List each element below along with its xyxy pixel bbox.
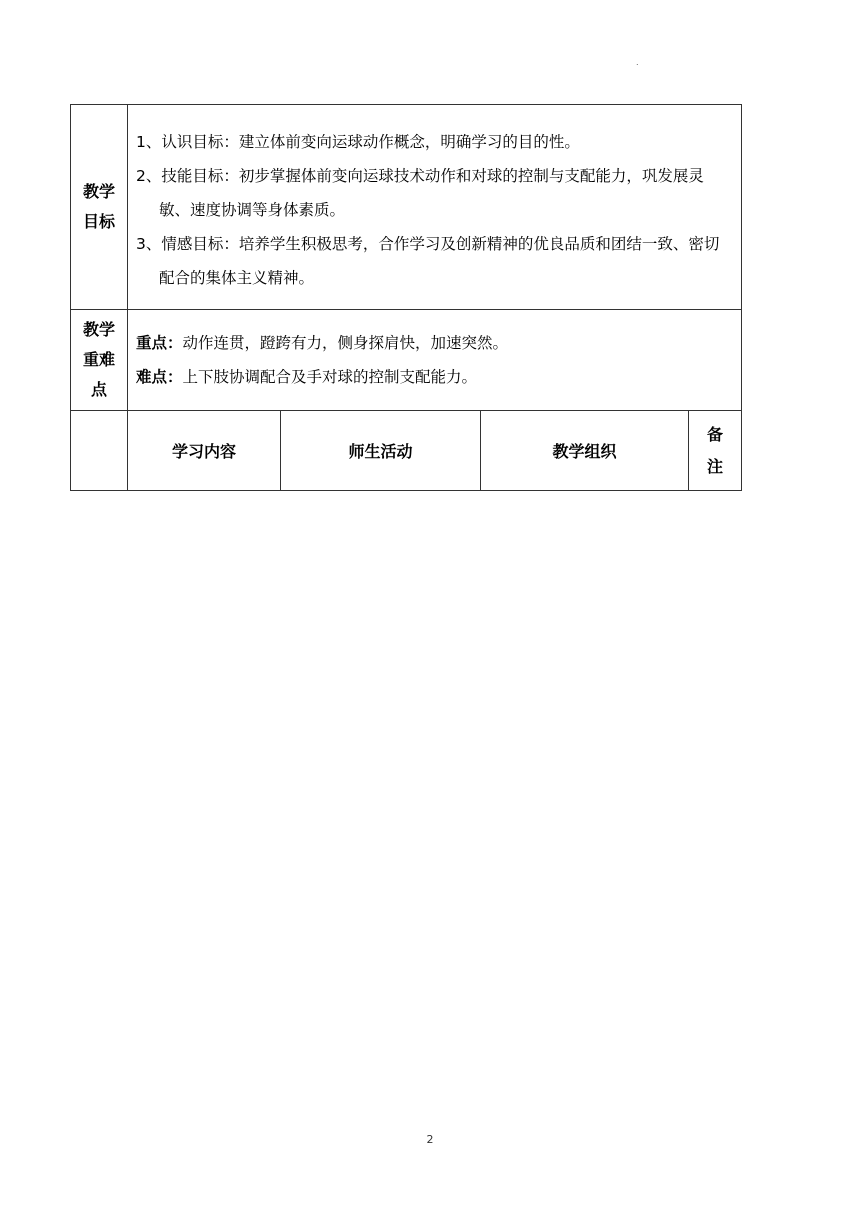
col-learning-content: 学习内容: [128, 411, 281, 491]
objective-cognitive: 1、认识目标：建立体前变向运球动作概念，明确学习的目的性。: [136, 133, 580, 151]
col-remarks: 备 注: [689, 411, 742, 491]
objectives-content: [128, 105, 742, 310]
lesson-plan-table: [70, 104, 742, 491]
key-points-label: 教学 重难 点: [71, 310, 128, 411]
difficulty-line: 难点：上下肢协调配合及手对球的控制支配能力。: [136, 368, 478, 386]
objectives-row: [71, 105, 742, 310]
key-points-row: [71, 310, 742, 411]
col-teaching-organization: 教学组织: [481, 411, 689, 491]
key-points-content: [128, 310, 742, 411]
column-header-row: [71, 411, 742, 491]
blank-cell: [71, 411, 128, 491]
header-mark: .: [636, 58, 639, 67]
objectives-label: 教学 目标: [71, 105, 128, 310]
page-number: 2: [426, 1133, 434, 1146]
col-teacher-student-activities: 师生活动: [281, 411, 481, 491]
focus-line: 重点：动作连贯，蹬跨有力，侧身探肩快，加速突然。: [136, 334, 509, 352]
objective-affective: 3、情感目标：培养学生积极思考，合作学习及创新精神的优良品质和团结一致、密切配合的集体主义精神。: [136, 235, 720, 287]
objective-skill: 2、技能目标：初步掌握体前变向运球技术动作和对球的控制与支配能力，巩发展灵敏、速度协调等身体素质。: [136, 167, 704, 219]
